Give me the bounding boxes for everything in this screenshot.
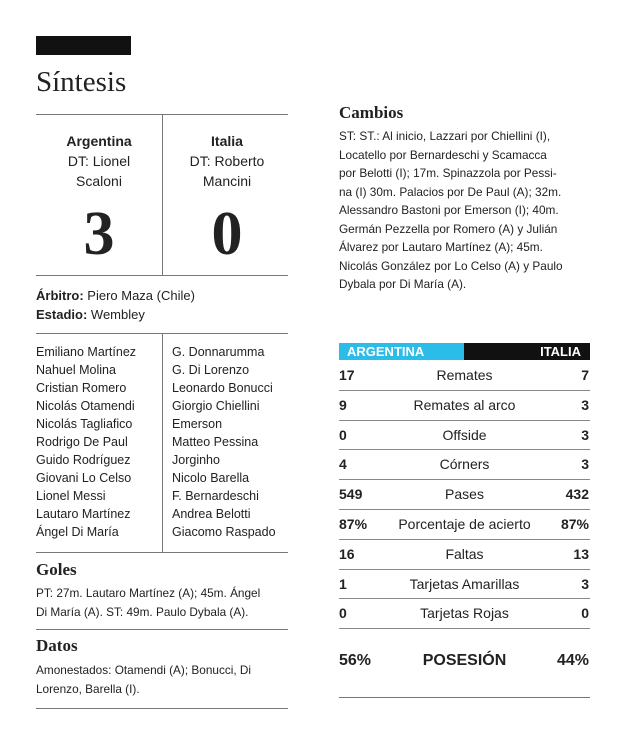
referee-info: Árbitro: Piero Maza (Chile) — [36, 288, 195, 303]
divider — [36, 552, 288, 553]
away-player: Jorginho — [172, 453, 220, 467]
changes-line: ST: ST.: Al inicio, Lazzari por Chiellini (I), — [339, 129, 551, 143]
away-player: Andrea Belotti — [172, 507, 251, 521]
divider — [36, 708, 288, 709]
header-black-bar — [36, 36, 131, 55]
stat-label: Tarjetas Rojas — [420, 605, 509, 622]
changes-line: por Belotti (I); 17m. Spinazzola por Pessi- — [339, 166, 557, 180]
stadium-info: Estadio: Wembley — [36, 307, 145, 322]
stat-home-value: 9 — [339, 396, 347, 413]
home-player: Giovani Lo Celso — [36, 471, 132, 485]
home-player: Guido Rodríguez — [36, 453, 131, 467]
changes-line: Álvarez por Lautaro Martínez (A); 45m. — [339, 240, 543, 254]
stat-away-value: 3 — [581, 575, 589, 592]
score-divider — [162, 114, 163, 275]
stat-row — [339, 391, 590, 421]
stat-row — [339, 570, 590, 600]
stat-away-value: 7 — [581, 367, 589, 383]
stat-row — [339, 599, 590, 629]
stat-home-value: 549 — [339, 486, 363, 503]
stat-away-value: 87% — [560, 516, 589, 532]
away-score: 0 — [211, 200, 243, 268]
changes-line: Nicolás González por Lo Celso (A) y Paulo — [339, 258, 563, 273]
home-player: Lautaro Martínez — [36, 507, 131, 521]
stat-row — [339, 421, 590, 451]
away-player: Leonardo Bonucci — [172, 381, 273, 395]
stat-home-value: 0 — [339, 426, 347, 443]
stat-away-value: 0 — [581, 605, 589, 622]
home-coach: DT: Lionel Scaloni — [67, 153, 131, 189]
changes-line: Dybala por Di María (A). — [339, 277, 467, 291]
goals-text: PT: 27m. Lautaro Martínez (A); 45m. Ángel Di María (A). ST: 49m. Paulo Dybala (A). — [36, 586, 261, 619]
away-player: Matteo Pessina — [172, 435, 259, 449]
changes-line: na (I) 30m. Palacios por De Paul (A); 32m. — [339, 184, 562, 199]
home-player: Emiliano Martínez — [36, 345, 137, 359]
stat-label: Faltas — [445, 545, 484, 562]
away-player: F. Bernardeschi — [172, 489, 259, 503]
home-player: Nicolás Tagliafico — [36, 417, 133, 431]
stat-row — [339, 450, 590, 480]
away-player: G. Di Lorenzo — [172, 363, 250, 377]
home-player: Rodrigo De Paul — [36, 435, 128, 449]
changes-line: Alessandro Bastoni por Emerson (I); 40m. — [339, 203, 559, 217]
stat-away-value: 13 — [573, 545, 589, 562]
stat-home-value: 87% — [339, 516, 368, 532]
possession-label: POSESIÓN — [422, 652, 507, 669]
home-player: Nicolás Otamendi — [36, 399, 135, 413]
stat-home-value: 17 — [339, 367, 355, 383]
page-title: Síntesis — [36, 66, 127, 98]
away-player: Nicolo Barella — [172, 471, 250, 485]
stat-away-value: 3 — [581, 426, 589, 443]
changes-line: Locatello por Bernardeschi y Scamacca — [339, 147, 547, 162]
away-player: Emerson — [172, 417, 223, 431]
stat-row — [339, 480, 590, 510]
data-title: Datos — [36, 636, 78, 655]
away-team-name: Italia — [211, 133, 243, 149]
stat-label: Offside — [442, 426, 487, 443]
data-text: Amonestados: Otamendi (A); Bonucci, Di Lorenzo, Barella (I). — [36, 663, 252, 696]
away-player: G. Donnarumma — [172, 345, 265, 359]
stats-header-home: ARGENTINA — [339, 343, 464, 360]
stat-label: Pases — [445, 486, 484, 503]
stat-label: Remates al arco — [413, 396, 516, 413]
changes-title: Cambios — [339, 103, 404, 122]
stat-label: Porcentaje de acierto — [398, 516, 531, 532]
possession-away: 44% — [556, 652, 589, 669]
divider — [36, 629, 288, 630]
stat-label: Córners — [439, 456, 490, 473]
home-player: Nahuel Molina — [36, 363, 116, 377]
stat-home-value: 4 — [339, 456, 347, 473]
away-coach: DT: Roberto Mancini — [189, 153, 265, 189]
stat-label: Tarjetas Amarillas — [409, 575, 520, 592]
away-player: Giacomo Raspado — [172, 525, 276, 539]
stat-home-value: 0 — [339, 605, 347, 622]
home-score: 3 — [83, 200, 115, 268]
stat-home-value: 16 — [339, 545, 355, 562]
changes-line: Germán Pezzella por Romero (A) y Julián — [339, 221, 558, 236]
divider — [339, 697, 590, 698]
away-player: Giorgio Chiellini — [172, 399, 260, 413]
lineup-divider — [162, 333, 163, 552]
divider — [36, 275, 288, 276]
stat-label: Remates — [436, 367, 493, 383]
changes-text — [339, 127, 563, 294]
home-lineup — [36, 343, 136, 541]
stat-away-value: 3 — [581, 456, 589, 473]
stat-row — [339, 361, 590, 391]
stat-away-value: 432 — [565, 486, 589, 503]
home-player: Lionel Messi — [36, 489, 106, 503]
home-player: Cristian Romero — [36, 381, 127, 395]
home-team-name: Argentina — [66, 133, 132, 149]
possession-home: 56% — [339, 652, 372, 669]
stats-header-away: ITALIA — [464, 343, 590, 360]
stat-row — [339, 540, 590, 570]
stat-home-value: 1 — [339, 575, 347, 592]
stat-row — [339, 510, 590, 540]
stat-away-value: 3 — [581, 396, 589, 413]
home-player: Ángel Di María — [36, 525, 119, 539]
away-lineup — [172, 343, 276, 541]
goals-title: Goles — [36, 560, 77, 579]
